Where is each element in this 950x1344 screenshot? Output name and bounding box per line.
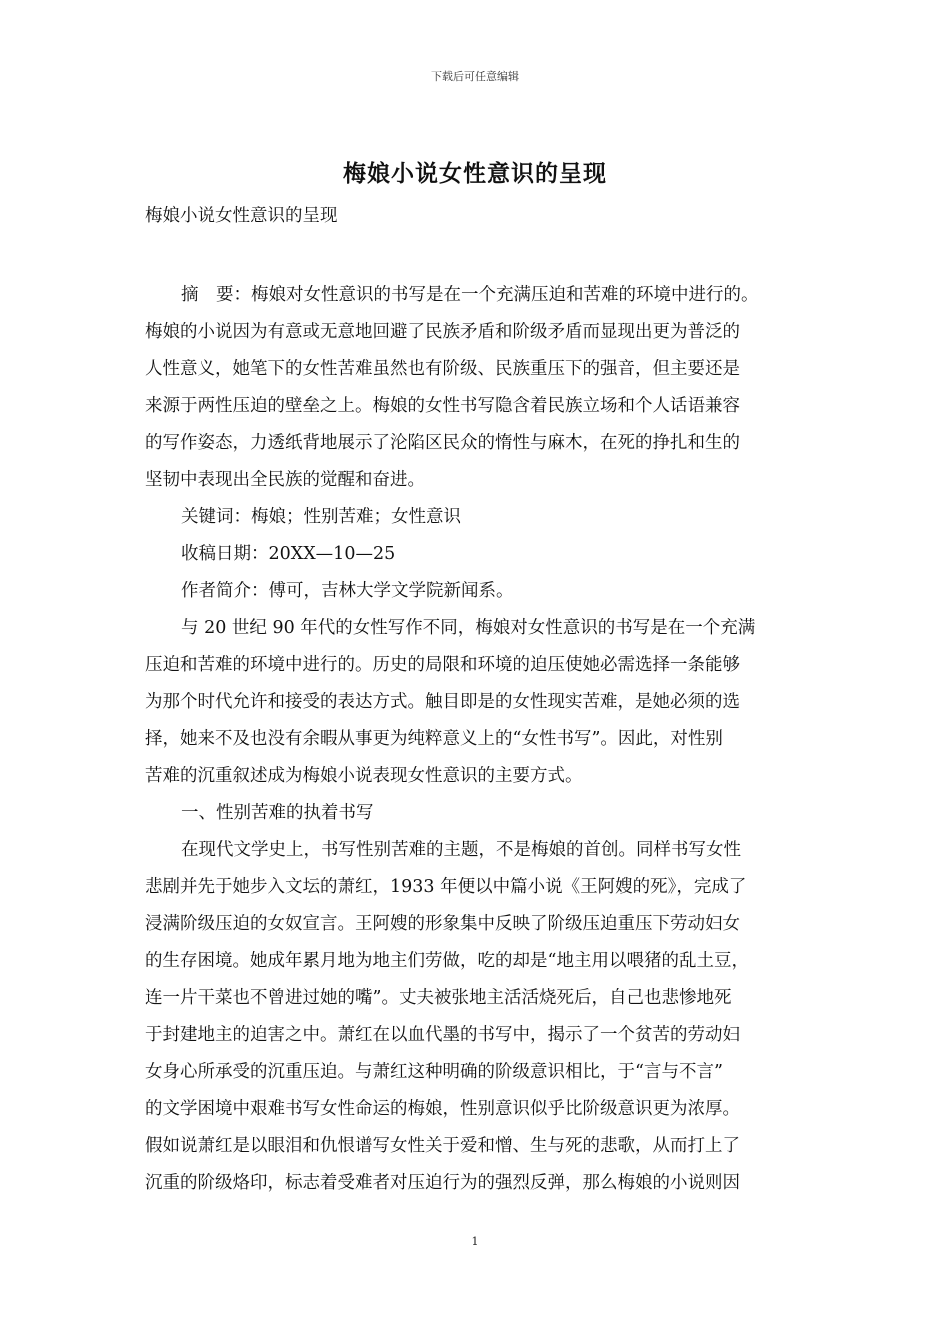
section-line: 在现代文学史上，书写性别苦难的主题，不是梅娘的首创。同样书写女性 [181, 840, 741, 860]
received-date-line: 收稿日期：20XX—10—25 [181, 544, 396, 564]
abstract-line: 人性意义，她笔下的女性苦难虽然也有阶级、民族重压下的强音，但主要还是 [145, 359, 740, 379]
page-number: 1 [471, 1235, 479, 1248]
abstract-line: 摘 要：梅娘对女性意识的书写是在一个充满压迫和苦难的环境中进行的。 [181, 285, 759, 305]
document-subtitle: 梅娘小说女性意识的呈现 [145, 206, 338, 226]
section-line: 于封建地主的迫害之中。萧红在以血代墨的书写中，揭示了一个贫苦的劳动妇 [145, 1025, 740, 1045]
intro-line: 苦难的沉重叙述成为梅娘小说表现女性意识的主要方式。 [145, 766, 583, 786]
section-line: 悲剧并先于她步入文坛的萧红，1933 年便以中篇小说《王阿嫂的死》，完成了 [145, 877, 747, 897]
abstract-line: 梅娘的小说因为有意或无意地回避了民族矛盾和阶级矛盾而显现出更为普泛的 [145, 322, 740, 342]
section-heading: 一、性别苦难的执着书写 [181, 803, 374, 823]
abstract-line: 来源于两性压迫的壁垒之上。梅娘的女性书写隐含着民族立场和个人话语兼容 [145, 396, 740, 416]
document-body [145, 198, 807, 1202]
section-line: 的生存困境。她成年累月地为地主们劳做，吃的却是“地主用以喂猪的乱土豆， [145, 951, 749, 971]
author-bio-line: 作者简介：傅可，吉林大学文学院新闻系。 [181, 581, 514, 601]
section-line: 假如说萧红是以眼泪和仇恨谱写女性关于爱和憎、生与死的悲歌，从而打上了 [145, 1136, 740, 1156]
intro-paragraph [145, 610, 807, 795]
document-title: 梅娘小说女性意识的呈现 [343, 160, 607, 187]
blank-line [145, 235, 807, 277]
section-line: 女身心所承受的沉重压迫。与萧红这种明确的阶级意识相比，于“言与不言” [145, 1062, 723, 1082]
intro-line: 与 20 世纪 90 年代的女性写作不同，梅娘对女性意识的书写是在一个充满 [181, 618, 756, 638]
abstract-line: 坚韧中表现出全民族的觉醒和奋进。 [145, 470, 425, 490]
keywords-line: 关键词：梅娘；性别苦难；女性意识 [181, 507, 461, 527]
section-line: 浸满阶级压迫的女奴宣言。王阿嫂的形象集中反映了阶级压迫重压下劳动妇女 [145, 914, 740, 934]
header-note: 下载后可任意编辑 [431, 70, 519, 83]
intro-line: 压迫和苦难的环境中进行的。历史的局限和环境的迫压使她必需选择一条能够 [145, 655, 740, 675]
abstract-line: 的写作姿态，力透纸背地展示了沦陷区民众的惰性与麻木，在死的挣扎和生的 [145, 433, 740, 453]
section-line: 的文学困境中艰难书写女性命运的梅娘，性别意识似乎比阶级意识更为浓厚。 [145, 1099, 740, 1119]
abstract-paragraph [145, 277, 807, 499]
section-line: 沉重的阶级烙印，标志着受难者对压迫行为的强烈反弹，那么梅娘的小说则因 [145, 1173, 740, 1193]
intro-line: 择，她来不及也没有余暇从事更为纯粹意义上的“女性书写”。因此，对性别 [145, 729, 723, 749]
section-line: 连一片干菜也不曾进过她的嘴”。丈夫被张地主活活烧死后，自己也悲惨地死 [145, 988, 732, 1008]
section-paragraph [145, 832, 807, 1202]
intro-line: 为那个时代允许和接受的表达方式。触目即是的女性现实苦难，是她必须的选 [145, 692, 740, 712]
